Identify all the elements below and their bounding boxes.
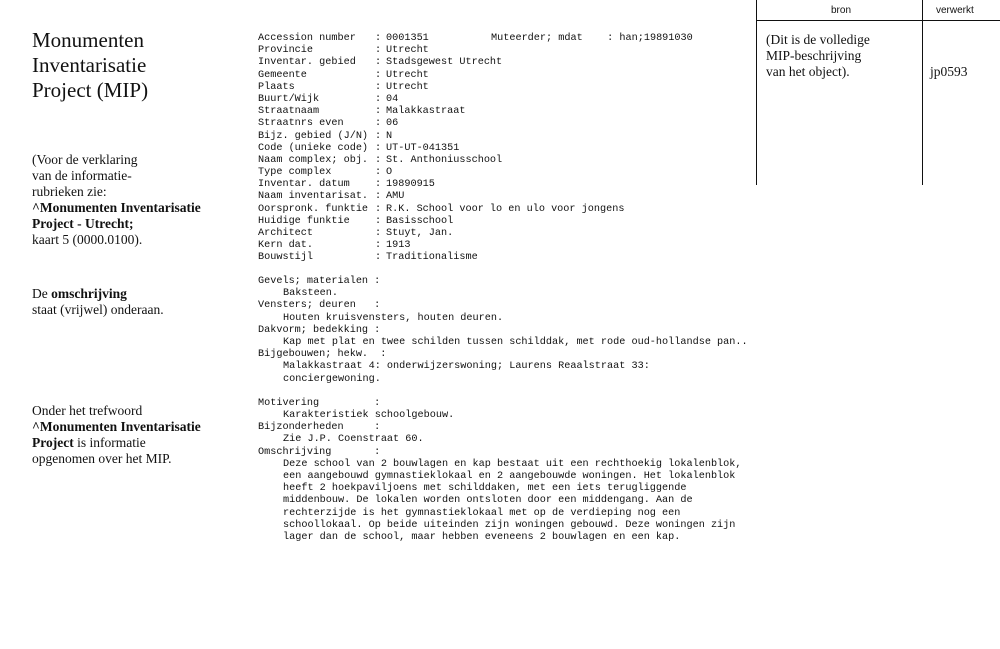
field-separator: : xyxy=(375,191,382,203)
field-separator: : xyxy=(375,240,382,252)
section-text: Baksteen. xyxy=(283,288,339,300)
section-heading: Omschrijving : xyxy=(258,446,381,458)
note-line: Onder het trefwoord xyxy=(32,403,143,418)
field-value: Utrecht xyxy=(386,81,429,93)
column-header-bron: bron xyxy=(831,5,852,16)
field-label: Straatnrs even xyxy=(258,118,344,130)
field-label: Straatnaam xyxy=(258,106,320,118)
section-heading: Gevels; materialen : xyxy=(258,276,381,287)
field-label: Bijz. gebied (J/N) xyxy=(258,130,369,142)
field-label: Huidige funktie xyxy=(258,215,350,227)
muteerder-field: Muteerder; mdat : han;19891030 xyxy=(491,33,693,44)
field-row xyxy=(258,106,624,118)
field-label: Code (unieke code) xyxy=(258,142,369,154)
field-value: AMU xyxy=(386,191,405,203)
section-gap xyxy=(258,386,748,398)
note-bold: omschrijving xyxy=(51,286,127,301)
field-label: Architect xyxy=(258,228,314,239)
section-text: conciergewoning. xyxy=(283,373,381,385)
field-value: N xyxy=(386,130,393,142)
field-separator: : xyxy=(375,154,382,166)
field-row xyxy=(258,228,624,240)
field-row xyxy=(258,82,624,94)
field-row xyxy=(258,45,624,57)
field-value: Utrecht xyxy=(386,69,429,81)
field-row xyxy=(258,155,624,167)
title-line: Project (MIP) xyxy=(32,78,149,102)
field-row xyxy=(258,191,624,203)
field-separator: : xyxy=(375,203,382,215)
field-value: Stuyt, Jan. xyxy=(386,228,454,239)
field-label: Buurt/Wijk xyxy=(258,93,320,105)
field-value: Malakkastraat xyxy=(386,106,466,118)
field-separator: : xyxy=(375,57,382,69)
note-line: (Voor de verklaring xyxy=(32,152,138,167)
field-value: 06 xyxy=(386,118,399,130)
note-line: kaart 5 (0000.0100). xyxy=(32,232,143,247)
field-label: Kern dat. xyxy=(258,240,314,252)
field-row xyxy=(258,94,624,106)
field-separator: : xyxy=(375,252,382,264)
section-text: een aangebouwd gymnastieklokaal en 2 aangebouwde woningen. Het lokalenblok xyxy=(283,471,736,482)
section-text: schoollokaal. Op beide uiteinden zijn woningen gebouwd. Deze woningen zijn xyxy=(283,519,736,531)
note-text: De xyxy=(32,286,52,301)
note-line: opgenomen over het MIP. xyxy=(32,451,172,466)
section-text: lager dan de school, maar hebben eveneens 2 bouwlagen en een kap. xyxy=(283,531,681,543)
field-separator: : xyxy=(375,69,382,81)
title-line: Inventarisatie xyxy=(32,53,147,77)
field-value: UT-UT-041351 xyxy=(386,142,460,154)
bron-line: van het object). xyxy=(766,64,850,79)
section-text: Zie J.P. Coenstraat 60. xyxy=(283,434,424,446)
field-value: 1913 xyxy=(386,240,411,252)
explanation-note xyxy=(32,152,242,248)
field-value: 0001351 xyxy=(386,33,429,44)
section-text: rechterzijde is het gymnastieklokaal met op de verdieping nog een xyxy=(283,507,681,519)
field-separator: : xyxy=(375,93,382,105)
reference-bold: ^Monumenten Inventarisatie xyxy=(32,200,201,215)
note-line: staat (vrijwel) onderaan. xyxy=(32,302,164,317)
field-label: Type complex xyxy=(258,167,332,179)
section-heading: Motivering : xyxy=(258,397,381,409)
field-value: Utrecht xyxy=(386,45,429,57)
bron-text xyxy=(766,32,916,80)
field-row xyxy=(258,70,624,82)
field-separator: : xyxy=(375,215,382,227)
field-value: O xyxy=(386,167,393,179)
field-separator: : xyxy=(375,118,382,130)
column-divider xyxy=(756,0,757,185)
field-row xyxy=(258,204,624,216)
section-text: Houten kruisvensters, houten deuren. xyxy=(283,312,504,324)
field-value: R.K. School voor lo en ulo voor jongens xyxy=(386,203,625,215)
column-header-verwerkt: verwerkt xyxy=(936,5,974,16)
note-bold: Project xyxy=(32,435,74,450)
field-label: Bouwstijl xyxy=(258,252,314,264)
field-row xyxy=(258,240,624,252)
field-row xyxy=(258,216,624,228)
section-text: Karakteristiek schoolgebouw. xyxy=(283,410,455,422)
field-separator: : xyxy=(375,33,382,44)
field-label: Inventar. gebied xyxy=(258,57,356,69)
section-text: middenbouw. De lokalen worden ontsloten door een middengang. Aan de xyxy=(283,495,693,507)
note-text: is informatie xyxy=(73,435,146,450)
field-separator: : xyxy=(375,130,382,142)
source-table xyxy=(756,0,1000,185)
note-line: rubrieken zie: xyxy=(32,184,107,199)
section-heading: Bijzonderheden : xyxy=(258,422,381,434)
field-row xyxy=(258,179,624,191)
keyword-note xyxy=(32,403,242,467)
bron-line: (Dit is de volledige xyxy=(766,32,870,47)
field-label: Naam complex; obj. xyxy=(258,154,369,166)
section-text: Kap met plat en twee schilden tussen schilddak, met rode oud-hollandse pan.. xyxy=(283,336,748,348)
field-value: 19890915 xyxy=(386,179,435,191)
field-separator: : xyxy=(375,45,382,57)
field-label: Naam inventarisat. xyxy=(258,191,369,203)
field-row xyxy=(258,131,624,143)
field-value: Traditionalisme xyxy=(386,252,478,264)
field-separator: : xyxy=(375,228,382,239)
field-label: Accession number xyxy=(258,33,356,44)
section-heading: Bijgebouwen; hekw. : xyxy=(258,349,387,361)
field-row xyxy=(258,167,624,179)
field-row xyxy=(258,118,624,130)
field-separator: : xyxy=(375,142,382,154)
field-label: Oorspronk. funktie xyxy=(258,203,369,215)
record-fields xyxy=(258,33,624,265)
section-heading: Dakvorm; bedekking : xyxy=(258,324,381,336)
bron-line: MIP-beschrijving xyxy=(766,48,862,63)
field-label: Gemeente xyxy=(258,69,307,81)
section-heading: Vensters; deuren : xyxy=(258,300,381,312)
field-label: Provincie xyxy=(258,45,314,57)
reference-bold: Project - Utrecht; xyxy=(32,216,134,231)
field-separator: : xyxy=(375,167,382,179)
note-bold: ^Monumenten Inventarisatie xyxy=(32,419,201,434)
section-text: Malakkastraat 4: onderwijzerswoning; Laurens Reaalstraat 33: xyxy=(283,361,650,373)
field-separator: : xyxy=(375,179,382,191)
field-value: Basisschool xyxy=(386,215,454,227)
field-value: Stadsgewest Utrecht xyxy=(386,57,503,69)
section-text: heeft 2 hoekpaviljoens met schilddaken, met een iets terugliggende xyxy=(283,483,687,495)
field-row xyxy=(258,57,624,69)
field-row xyxy=(258,143,624,155)
field-value: St. Anthoniusschool xyxy=(386,154,503,166)
header-rule xyxy=(756,20,1000,21)
document-title xyxy=(32,28,242,103)
note-line: van de informatie- xyxy=(32,168,132,183)
field-separator: : xyxy=(375,81,382,93)
title-line: Monumenten xyxy=(32,28,144,52)
field-separator: : xyxy=(375,106,382,118)
verwerkt-code: jp0593 xyxy=(930,64,968,79)
field-label: Plaats xyxy=(258,81,295,93)
field-row xyxy=(258,252,624,264)
description-note xyxy=(32,286,242,318)
field-label: Inventar. datum xyxy=(258,179,350,191)
section-text: Deze school van 2 bouwlagen en kap bestaat uit een rechthoekig lokalenblok, xyxy=(283,458,742,470)
field-value: 04 xyxy=(386,93,399,105)
record-description xyxy=(258,276,748,544)
column-divider xyxy=(922,0,923,185)
